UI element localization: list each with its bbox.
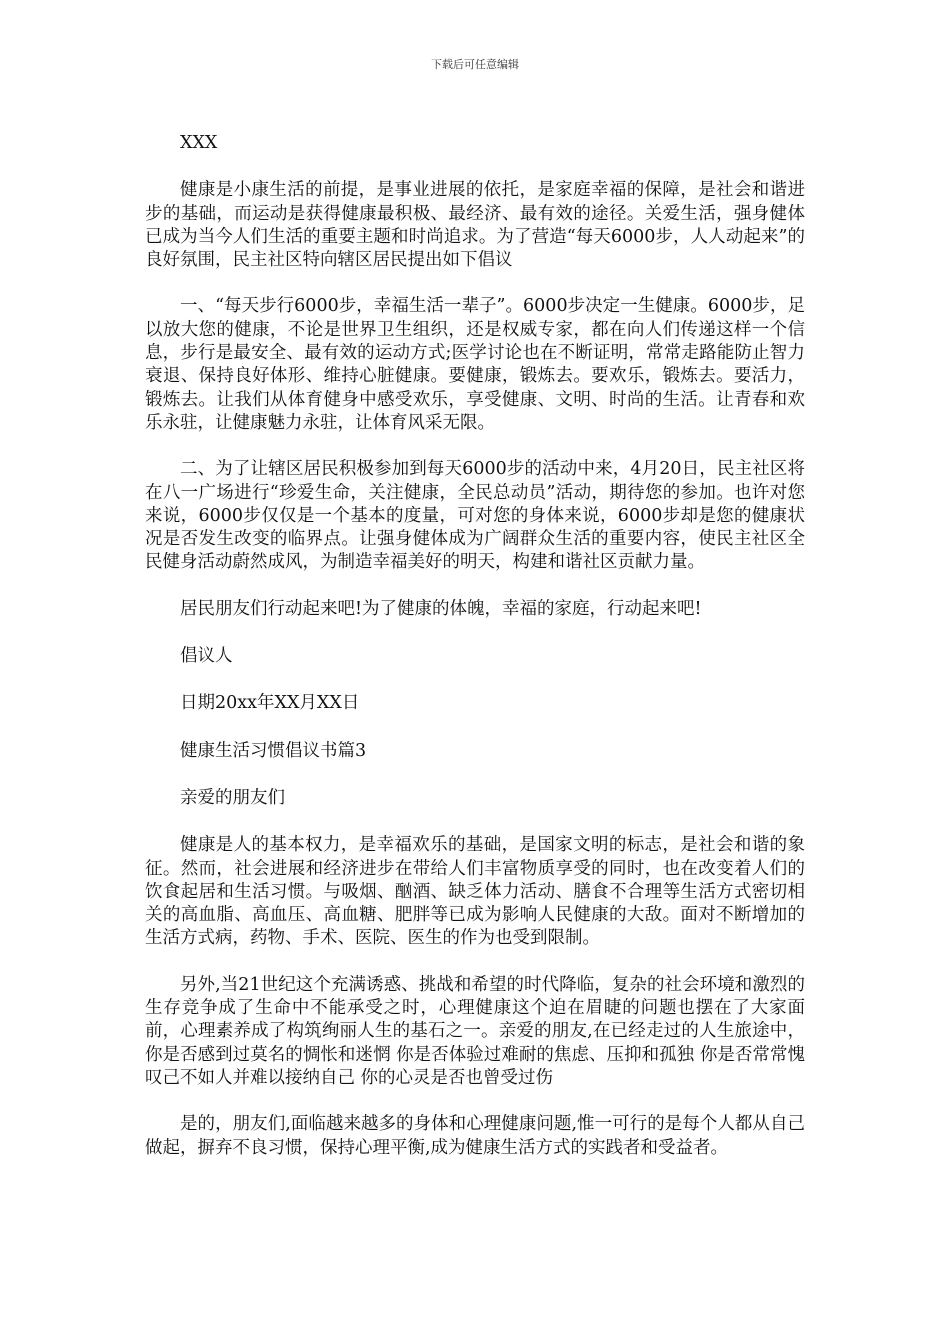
paragraph-proposal-one: 一、“每天步行6000步，幸福生活一辈子”。6000步决定一生健康。6000步，足以放大您的健康，不论是世界卫生组织，还是权威专家，都在向人们传递这样一个信息，步行是最安全、最有效的运动方式;医学讨论也在不断证明，常常走路能防止智力衰退、保持良好体形、维持心脏健康。要健康，锻炼去。要欢乐，锻炼去。要活力，锻炼去。让我们从体育健身中感受欢乐，享受健康、文明、时尚的生活。让青春和欢乐永驻，让健康魅力永驻，让体育风采无限。 [145,296,805,433]
signature-label: 倡议人 [180,646,233,667]
page-header-note: 下载后可任意编辑 [431,58,519,71]
section-title: 健康生活习惯倡议书篇3 [180,740,367,761]
paragraph-conclusion: 是的，朋友们,面临越来越多的身体和心理健康问题,惟一可行的是每个人都从自己做起，摒弃不良习惯，保持心理平衡,成为健康生活方式的实践者和受益者。 [145,1114,805,1158]
paragraph-proposal-two: 二、为了让辖区居民积极参加到每天6000步的活动中来，4月20日，民主社区将在八一广场进行“珍爱生命，关注健康，全民总动员”活动，期待您的参加。也许对您来说，6000步仅仅是一个基本的度量，可对您的身体来说，6000步却是您的健康状况是否发生改变的临界点。让强身健体成为广阔群众生活的重要内容，使民主社区全民健身活动蔚然成风，为制造幸福美好的明天，构建和谐社区贡献力量。 [145,459,805,573]
document-body [145,132,805,1183]
paragraph-call-to-action: 居民朋友们行动起来吧!为了健康的体魄，幸福的家庭，行动起来吧! [180,598,702,619]
salutation: 亲爱的朋友们 [180,787,285,808]
greeting: XXX [180,133,218,153]
paragraph-mental-health: 另外,当21世纪这个充满诱惑、挑战和希望的时代降临，复杂的社会环境和激烈的生存竞争成了生命中不能承受之时，心理健康这个迫在眉睫的问题也摆在了大家面前，心理素养成了构筑绚丽人生的基石之一。亲爱的朋友,在已经走过的人生旅途中，你是否感到过莫名的惆怅和迷惘 你是否体验过难耐的焦虑、压抑和孤独 你是否常常愧叹己不如人并难以接纳自己 你的心灵是否也曾受过伤 [145,974,805,1088]
paragraph-health-rights: 健康是人的基本权力，是幸福欢乐的基础，是国家文明的标志，是社会和谐的象征。然而，社会进展和经济进步在带给人们丰富物质享受的同时，也在改变着人们的饮食起居和生活习惯。与吸烟、酗酒、缺乏体力活动、膳食不合理等生活方式密切相关的高血脂、高血压、高血糖、肥胖等已成为影响人民健康的大敌。面对不断增加的生活方式病，药物、手术、医院、医生的作为也受到限制。 [145,835,805,949]
date-line: 日期20xx年XX月XX日 [180,693,360,714]
paragraph-intro: 健康是小康生活的前提，是事业进展的依托，是家庭幸福的保障，是社会和谐进步的基础，而运动是获得健康最积极、最经济、最有效的途径。关爱生活，强身健体已成为当今人们生活的重要主题和时尚追求。为了营造“每天6000步，人人动起来”的良好氛围，民主社区特向辖区居民提出如下倡议 [145,180,805,271]
